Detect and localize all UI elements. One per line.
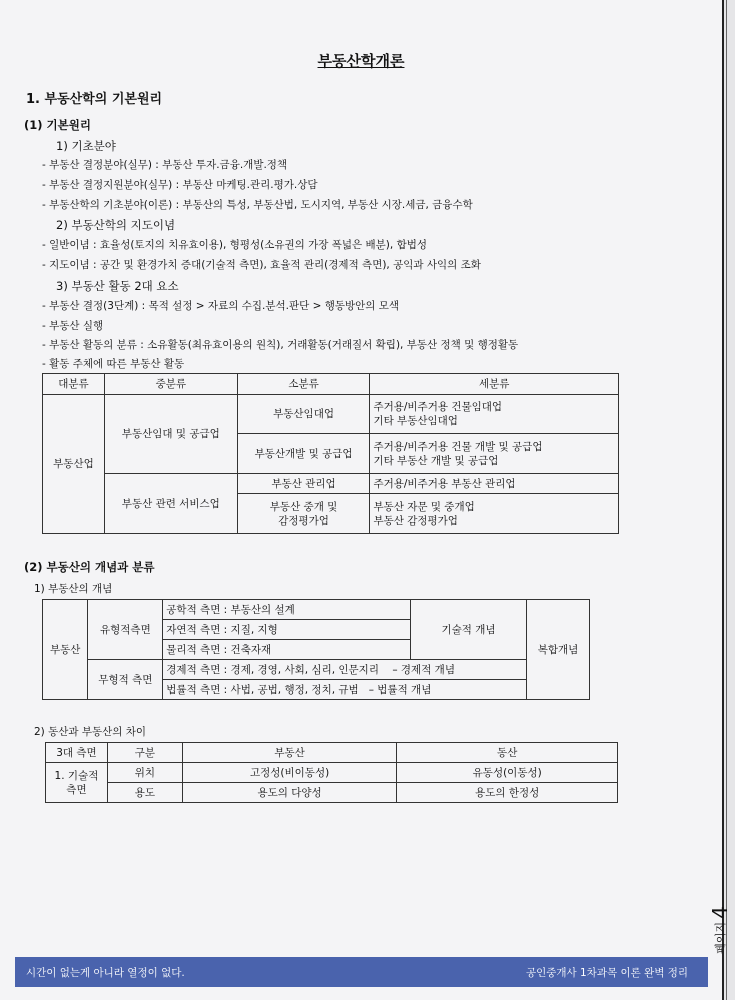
section2-item1: 1) 부동산의 개념 [34, 583, 113, 595]
table-cell-sub: 부동산개발 및 공급업 [237, 434, 370, 474]
page-label: 페이지 [714, 921, 727, 954]
table-cell-aspect: 물리적 측면 : 건축자재 [163, 640, 411, 660]
table-cell-kind: 위치 [107, 763, 182, 783]
subsection-basic-principles: (1) 기본원리 [24, 118, 91, 132]
table-cell-kind: 용도 [107, 783, 182, 803]
table-cell-detail: 주거용/비주거용 부동산 관리업 [370, 474, 619, 494]
activity-classification-table [42, 373, 619, 534]
table-cell-tech: 기술적 개념 [410, 600, 526, 660]
table-header: 동산 [397, 743, 618, 763]
table-header: 부동산 [182, 743, 397, 763]
document-title: 부동산학개론 [317, 52, 405, 70]
table-cell-real: 용도의 다양성 [182, 783, 397, 803]
item1-heading: 1) 기초분야 [56, 139, 116, 153]
table-cell-aspect: 경제적 측면 : 경제, 경영, 사회, 심리, 인문지리 – 경제적 개념 [163, 660, 527, 680]
item3-heading: 3) 부동산 활동 2대 요소 [56, 279, 179, 293]
table-header: 3대 측면 [46, 743, 108, 763]
table-header: 대분류 [43, 374, 105, 395]
item2-heading: 2) 부동산학의 지도이념 [56, 218, 176, 232]
table-cell-complex: 복합개념 [527, 600, 590, 700]
item3-line: - 부동산 실행 [42, 320, 104, 332]
table-cell-intangible: 무형적 측면 [88, 660, 163, 700]
table-cell-movable: 용도의 한정성 [397, 783, 618, 803]
table-cell-real: 고정성(비이동성) [182, 763, 397, 783]
table-cell-root: 부동산 [43, 600, 88, 700]
table-cell-movable: 유동성(이동성) [397, 763, 618, 783]
table-cell-aspect: 자연적 측면 : 지질, 지형 [163, 620, 411, 640]
table-cell-aspect: 법률적 측면 : 사법, 공법, 행정, 정치, 규범 – 법률적 개념 [163, 680, 527, 700]
footer-course: 공인중개사 1차과목 이론 완벽 정리 [525, 967, 688, 979]
table-cell-sub: 부동산임대업 [237, 395, 370, 434]
table-cell-sub: 부동산 중개 및 감정평가업 [237, 494, 370, 534]
table-cell-mid: 부동산 관련 서비스업 [104, 474, 237, 534]
item1-line: - 부동산학의 기초분야(이론) : 부동산의 특성, 부동산법, 도시지역, 부동산 시장.세금, 금융수학 [42, 199, 473, 211]
table-cell-major: 부동산업 [43, 395, 105, 534]
concept-table [42, 599, 590, 700]
table-header: 구분 [107, 743, 182, 763]
table-cell-aspect: 공학적 측면 : 부동산의 설계 [163, 600, 411, 620]
table-cell-detail: 주거용/비주거용 건물임대업 기타 부동산임대업 [370, 395, 619, 434]
item2-line: - 지도이념 : 공간 및 환경가치 증대(기술적 측면), 효율적 관리(경제적 측면), 공익과 사익의 조화 [42, 259, 481, 271]
margin-rule [722, 0, 724, 1000]
table-header: 중분류 [104, 374, 237, 395]
footer-motto: 시간이 없는게 아니라 열정이 없다. [26, 967, 185, 979]
page-number [708, 900, 732, 960]
section2-item2: 2) 동산과 부동산의 차이 [34, 726, 147, 738]
item1-line: - 부동산 결정지원분야(실무) : 부동산 마케팅.관리.평가.상담 [42, 179, 318, 191]
footer-bar [15, 957, 708, 987]
section2-heading: (2) 부동산의 개념과 분류 [24, 560, 155, 574]
table-cell-sub: 부동산 관리업 [237, 474, 370, 494]
table-cell-tangible: 유형적측면 [88, 600, 163, 660]
table-header: 소분류 [237, 374, 370, 395]
table-cell-aspect: 1. 기술적 측면 [46, 763, 108, 803]
section1-heading: 1. 부동산학의 기본원리 [26, 92, 163, 107]
table-cell-detail: 주거용/비주거용 건물 개발 및 공급업 기타 부동산 개발 및 공급업 [370, 434, 619, 474]
item3-line: - 활동 주체에 따른 부동산 활동 [42, 358, 185, 370]
page-number-value: 4 [708, 906, 732, 919]
margin-rule-thin [726, 0, 727, 1000]
item3-line: - 부동산 결정(3단계) : 목적 설정 > 자료의 수집.분석.판단 > 행동방안의 모색 [42, 300, 400, 312]
table-header: 세분류 [370, 374, 619, 395]
movable-vs-real-table [45, 742, 618, 803]
item2-line: - 일반이념 : 효율성(토지의 치유효이용), 형평성(소유권의 가장 폭넓은 배분), 합법성 [42, 239, 428, 251]
item1-line: - 부동산 결정분야(실무) : 부동산 투자.금융.개발.정책 [42, 159, 288, 171]
item3-line: - 부동산 활동의 분류 : 소유활동(최유효이용의 원칙), 거래활동(거래질서 확립), 부동산 정책 및 행정활동 [42, 339, 519, 351]
table-cell-mid: 부동산임대 및 공급업 [104, 395, 237, 474]
table-cell-detail: 부동산 자문 및 중개업 부동산 감정평가업 [370, 494, 619, 534]
